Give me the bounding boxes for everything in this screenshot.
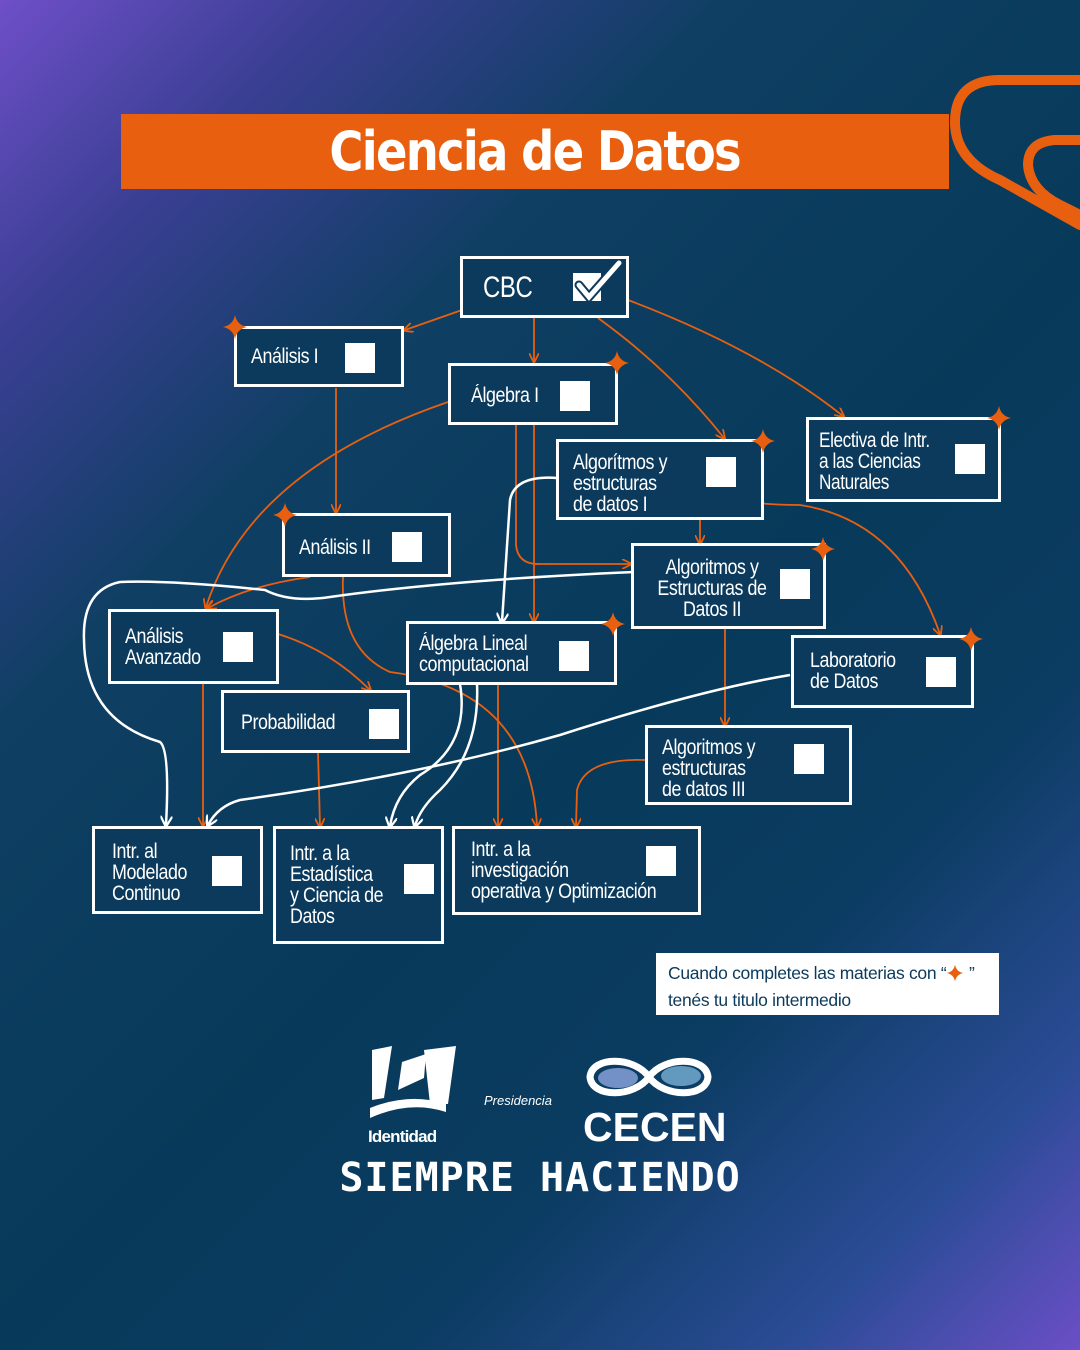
node-cbc xyxy=(460,256,629,318)
node-label: Análisis II xyxy=(299,536,371,559)
star-icon xyxy=(272,502,298,528)
node-algoritmos-1 xyxy=(556,439,764,520)
node-label: Intr. a la investigación operativa y Optimización xyxy=(471,838,657,903)
node-algoritmos-2 xyxy=(631,543,826,629)
node-label: Álgebra I xyxy=(471,384,539,407)
note-text-end: ” xyxy=(964,963,975,983)
node-label: Algoritmos y estructuras de datos III xyxy=(662,736,756,801)
node-label: Intr. al Modelado Continuo xyxy=(112,840,187,905)
checkmark-icon xyxy=(569,259,625,303)
slogan: SIEMPRE HACIENDO xyxy=(339,1155,741,1201)
star-icon xyxy=(958,626,984,652)
cecen-logo-text: CECEN xyxy=(583,1104,727,1150)
star-icon xyxy=(750,428,776,454)
node-probabilidad xyxy=(221,690,410,753)
completion-checkbox[interactable] xyxy=(345,343,375,373)
star-icon xyxy=(946,964,964,982)
completion-checkbox[interactable] xyxy=(560,381,590,411)
completion-checkbox[interactable] xyxy=(223,632,253,662)
node-analisis-avanzado xyxy=(108,609,279,684)
node-label: Algorítmos y estructuras de datos I xyxy=(573,451,668,516)
star-icon xyxy=(810,536,836,562)
completion-checkbox[interactable] xyxy=(212,856,242,886)
completion-checkbox[interactable] xyxy=(955,444,985,474)
star-icon xyxy=(222,314,248,340)
node-analisis-1 xyxy=(234,326,404,387)
identidad-logo-text: Identidad xyxy=(368,1127,437,1146)
completion-checkbox[interactable] xyxy=(404,864,434,894)
star-icon xyxy=(986,405,1012,431)
node-label: Álgebra Lineal computacional xyxy=(419,632,529,676)
legend-note xyxy=(656,953,999,1015)
node-label: CBC xyxy=(483,271,533,304)
completion-checkbox[interactable] xyxy=(369,709,399,739)
cecen-infinity-logo xyxy=(584,1052,714,1102)
completion-checkbox[interactable] xyxy=(392,532,422,562)
node-label: Intr. a la Estadística y Ciencia de Datos xyxy=(290,842,384,928)
page-title: Ciencia de Datos xyxy=(329,120,741,183)
node-label: Análisis Avanzado xyxy=(125,625,201,669)
completion-checkbox[interactable] xyxy=(559,641,589,671)
node-label: Electiva de Intr. a las Ciencias Naturales xyxy=(819,429,930,494)
completion-checkbox[interactable] xyxy=(794,744,824,774)
note-text-line2: tenés tu titulo intermedio xyxy=(668,990,851,1010)
completion-checkbox[interactable] xyxy=(706,457,736,487)
node-electiva xyxy=(806,417,1001,502)
node-investigacion-operativa xyxy=(452,826,701,915)
node-label: Laboratorio de Datos xyxy=(810,649,896,693)
node-algebra-lineal xyxy=(406,621,617,685)
identidad-logo xyxy=(0,1040,1080,1250)
note-text-start: Cuando completes las materias con “ xyxy=(668,963,947,983)
star-icon xyxy=(604,350,630,376)
node-label: Análisis I xyxy=(251,345,319,368)
node-laboratorio xyxy=(791,635,974,708)
node-modelado-continuo xyxy=(92,826,263,914)
node-algoritmos-3 xyxy=(645,725,852,805)
completion-checkbox[interactable] xyxy=(646,846,676,876)
star-icon xyxy=(600,611,626,637)
node-estadistica xyxy=(273,826,444,944)
node-algebra-1 xyxy=(448,363,618,425)
node-analisis-2 xyxy=(282,513,451,577)
node-label: Probabilidad xyxy=(241,711,336,734)
completion-checkbox[interactable] xyxy=(780,569,810,599)
completion-checkbox[interactable] xyxy=(926,657,956,687)
node-label: Algoritmos y Estructuras de Datos II xyxy=(657,556,767,621)
presidencia-label: Presidencia xyxy=(484,1093,552,1108)
